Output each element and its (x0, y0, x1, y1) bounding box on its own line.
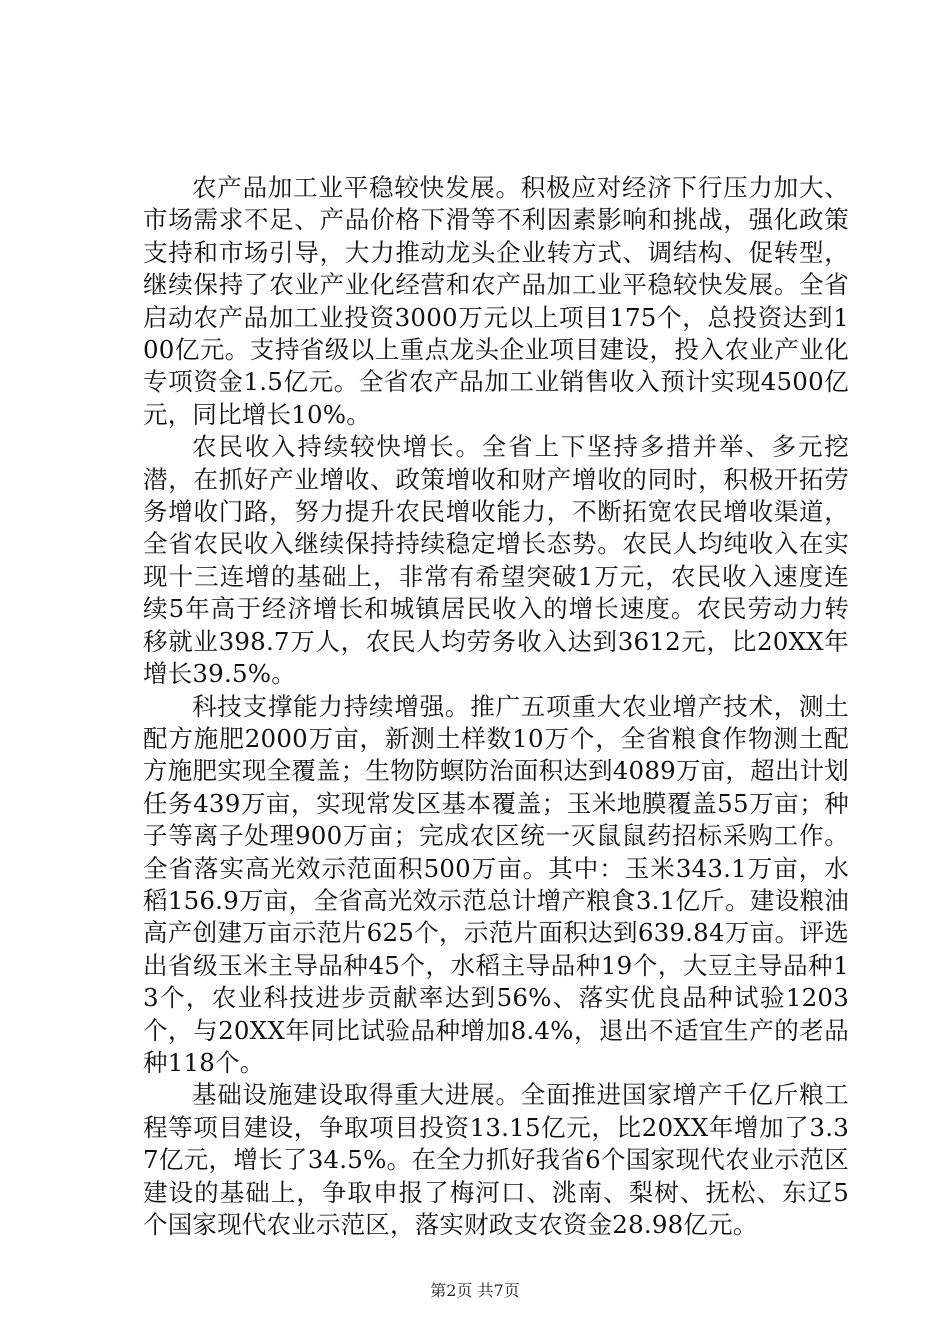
paragraph-farmer-income: 农民收入持续较快增长。全省上下坚持多措并举、多元挖潜，在抓好产业增收、政策增收和财产增收的同时，积极开拓劳务增收门路，努力提升农民增收能力，不断拓宽农民增收渠道，全省农民收入继续保持持续稳定增长态势。农民人均纯收入在实现十三连增的基础上，非常有希望突破1万元，农民收入速度连续5年高于经济增长和城镇居民收入的增长速度。农民劳动力转移就业398.7万人，农民人均劳务收入达到3612元，比20XX年增长39.5%。 (143, 432, 849, 689)
paragraph-tech-support: 科技支撑能力持续增强。推广五项重大农业增产技术，测土配方施肥2000万亩，新测土样数10万个，全省粮食作物测土配方施肥实现全覆盖；生物防螟防治面积达到4089万亩，超出计划任务439万亩，实现常发区基本覆盖；玉米地膜覆盖55万亩；种子等离子处理900万亩；完成农区统一灭鼠鼠药招标采购工作。全省落实高光效示范面积500万亩。其中：玉米343.1万亩，水稻156.9万亩，全省高光效示范总计增产粮食3.1亿斤。建设粮油高产创建万亩示范片625个，示范片面积达到639.84万亩。评选出省级玉米主导品种45个，水稻主导品种19个，大豆主导品种13个，农业科技进步贡献率达到56%、落实优良品种试验1203个，与20XX年同比试验品种增加8.4%，退出不适宜生产的老品种118个。 (143, 691, 849, 1077)
paragraph-infrastructure: 基础设施建设取得重大进展。全面推进国家增产千亿斤粮工程等项目建设，争取项目投资13.15亿元，比20XX年增加了3.37亿元，增长了34.5%。在全力抓好我省6个国家现代农业示范区建设的基础上，争取申报了梅河口、洮南、梨树、抚松、东辽5个国家现代农业示范区，落实财政支农资金28.98亿元。 (143, 1080, 849, 1239)
paragraph-agri-processing: 农产品加工业平稳较快发展。积极应对经济下行压力加大、市场需求不足、产品价格下滑等不利因素影响和挑战，强化政策支持和市场引导，大力推动龙头企业转方式、调结构、促转型，继续保持了农业产业化经营和农产品加工业平稳较快发展。全省启动农产品加工业投资3000万元以上项目175个，总投资达到100亿元。支持省级以上重点龙头企业项目建设，投入农业产业化专项资金1.5亿元。全省农产品加工业销售收入预计实现4500亿元，同比增长10%。 (143, 173, 849, 429)
page-number-footer: 第2页 共7页 (430, 1281, 520, 1300)
document-body (143, 172, 849, 1241)
